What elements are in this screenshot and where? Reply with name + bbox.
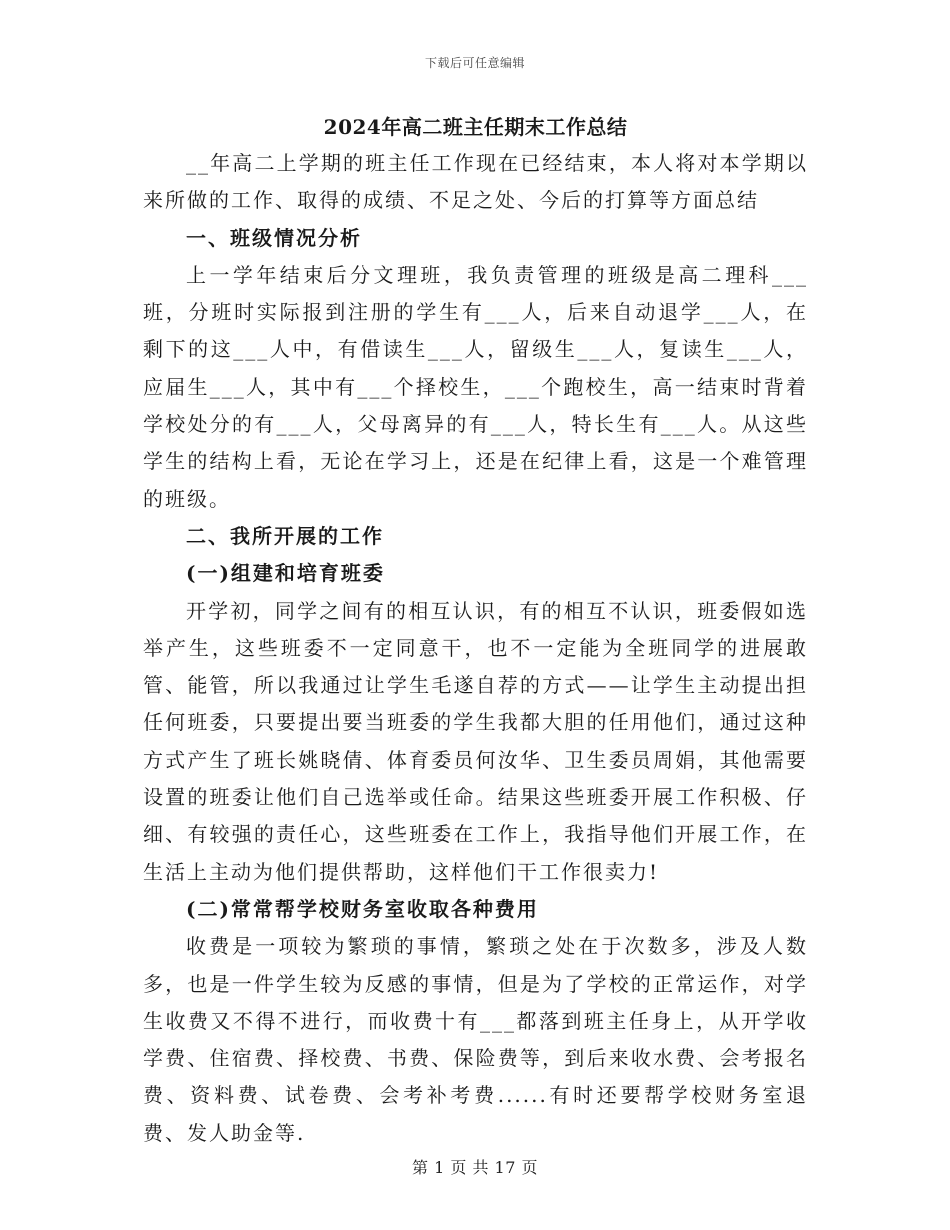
section-heading-2: 二、我所开展的工作 (186, 523, 384, 548)
subsection-heading-1: (一)组建和培育班委 (186, 561, 385, 586)
section-heading-1: 一、班级情况分析 (186, 225, 362, 250)
intro-paragraph: __年高二上学期的班主任工作现在已经结束，本人将对本学期以来所做的工作、取得的成绩、不足之处、今后的打算等方面总结 (143, 151, 808, 213)
class-analysis-paragraph: 上一学年结束后分文理班，我负责管理的班级是高二理科___班，分班时实际报到注册的学生有___人，后来自动退学___人，在剩下的这___人中，有借读生___人，留级生___人，复读生___人，应届生___人，其中有___个择校生，___个跑校生，高一结束时背着学校处分的有___人，父母离异的有___人，特长生有___人。从这些学生的结构上看，无论在学习上，还是在纪律上看，这是一个难管理的班级。 (143, 262, 808, 511)
subsection-heading-2: (二)常常帮学校财务室收取各种费用 (186, 896, 539, 921)
class-committee-paragraph: 开学初，同学之间有的相互认识，有的相互不认识，班委假如选举产生，这些班委不一定同意干，也不一定能为全班同学的进展敢管、能管，所以我通过让学生毛遂自荐的方式——让学生主动提出担任何班委，只要提出要当班委的学生我都大胆的任用他们，通过这种方式产生了班长姚晓倩、体育委员何汝华、卫生委员周娟，其他需要设置的班委让他们自己选举或任命。结果这些班委开展工作积极、仔细、有较强的责任心，这些班委在工作上，我指导他们开展工作，在生活上主动为他们提供帮助，这样他们干工作很卖力! (143, 598, 808, 884)
document-title: 2024年高二班主任期末工作总结 (323, 115, 628, 139)
header-note: 下载后可任意编辑 (424, 56, 525, 70)
document-body (143, 113, 808, 1152)
fee-collection-paragraph: 收费是一项较为繁琐的事情，繁琐之处在于次数多，涉及人数多，也是一件学生较为反感的事情，但是为了学校的正常运作，对学生收费又不得不进行，而收费十有___都落到班主任身上，从开学收学费、住宿费、择校费、书费、保险费等，到后来收水费、会考报名费、资料费、试卷费、会考补考费......有时还要帮学校财务室退费、发人助金等. (143, 934, 808, 1145)
page-number-footer: 第 1 页 共 17 页 (412, 1158, 538, 1177)
